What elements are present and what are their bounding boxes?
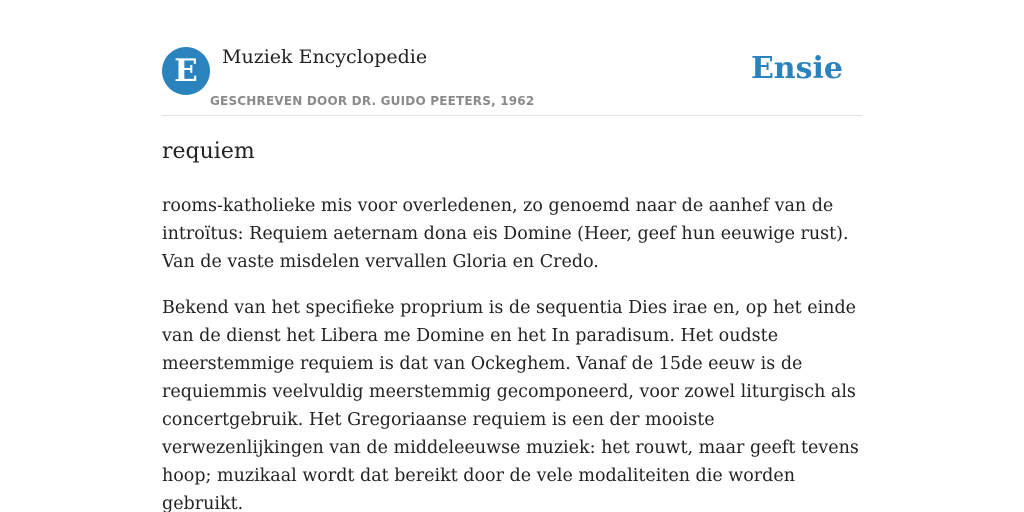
article-body	[162, 192, 866, 512]
encyclopedia-logo-icon[interactable]: E	[162, 47, 210, 95]
encyclopedia-title[interactable]: Muziek Encyclopedie	[222, 46, 428, 68]
article-paragraph-1: rooms-katholieke mis voor overledenen, zo genoemd naar de aanhef van de introïtus: Requiem aeternam dona eis Domine (Heer, geef hun eeuwige rust). Van de vaste misdelen vervallen Gloria en Credo.	[162, 196, 849, 272]
ensie-brand-logo[interactable]: Ensie	[750, 51, 843, 86]
header-divider	[162, 115, 862, 116]
author-byline: GESCHREVEN DOOR DR. GUIDO PEETERS, 1962	[210, 94, 535, 108]
article-paragraph-2: Bekend van het specifieke proprium is de sequentia Dies irae en, op het einde van de dienst het Libera me Domine en het In paradisum. Het oudste meerstemmige requiem is dat van Ockeghem. Vanaf de 15de eeuw is de requiemmis veelvuldig meerstemmig gecomponeerd, voor zowel liturgisch als concertgebruik. Het Gregoriaanse requiem is een der mooiste verwezenlijkingen van de middeleeuwse muziek: het rouwt, maar geeft tevens hoop; muzikaal wordt dat bereikt door de vele modaliteiten die worden gebruikt.	[162, 298, 859, 512]
article-headword: requiem	[162, 139, 255, 164]
